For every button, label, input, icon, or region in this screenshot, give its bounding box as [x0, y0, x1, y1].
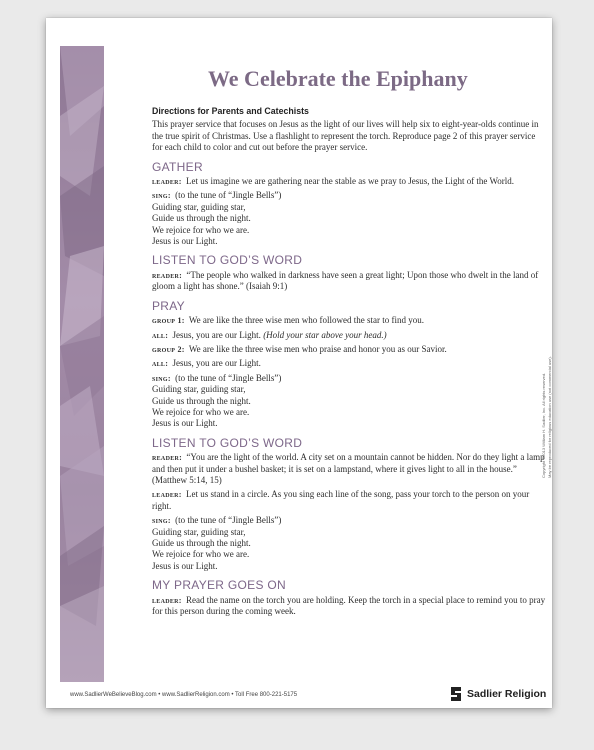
- faceted-pattern: [60, 46, 104, 682]
- prayer-goes-on-text: Read the name on the torch you are holding. Keep the torch in a special place to remind you to pray for this person during the coming week.: [152, 594, 546, 617]
- prayer-service-body: [152, 106, 548, 617]
- all2-text: Jesus, you are our Light.: [172, 358, 261, 369]
- all-label: all:: [152, 330, 169, 340]
- group2-label: group 2:: [152, 344, 185, 354]
- sing-label: sing:: [152, 191, 171, 201]
- listen2-song: [152, 515, 548, 572]
- listen1-reader-line: [152, 270, 548, 293]
- song-line: We rejoice for who we are.: [152, 224, 250, 235]
- song-line: We rejoice for who we are.: [152, 406, 250, 417]
- page-title: We Celebrate the Epiphany: [208, 66, 468, 91]
- all1-text: Jesus, you are our Light.: [172, 329, 261, 340]
- sadlier-logo: [449, 686, 546, 702]
- logo-text: Sadlier Religion: [467, 688, 547, 700]
- group2-line: [152, 344, 548, 355]
- document-page: [46, 18, 552, 708]
- decorative-side-band: [60, 46, 104, 682]
- all2-line: [152, 358, 548, 369]
- leader-label: leader:: [152, 595, 182, 605]
- listen1-reader-text: “The people who walked in darkness have seen a great light; Upon those who dwelt in the land of gloom a light has shone.” (Isaiah 9:1): [152, 269, 539, 292]
- song-line: Guide us through the night.: [152, 213, 251, 224]
- group2-text: We are like the three wise men who praise and honor you as our Savior.: [188, 343, 447, 354]
- reader-label: reader:: [152, 270, 183, 280]
- song-line: We rejoice for who we are.: [152, 549, 250, 560]
- copyright-line: May be reproduced for religious education use (not commercial use).: [547, 356, 552, 478]
- all1-note: (Hold your star above your head.): [263, 329, 387, 340]
- leader-label: leader:: [152, 177, 182, 187]
- sing-note: (to the tune of “Jingle Bells”): [175, 190, 282, 201]
- sing-label: sing:: [152, 516, 171, 526]
- prayer-goes-on-leader-line: [152, 595, 548, 618]
- song-line: Guide us through the night.: [152, 395, 251, 406]
- directions-heading: Directions for Parents and Catechists: [152, 106, 309, 116]
- group1-text: We are like the three wise men who followed the star to find you.: [188, 315, 425, 326]
- listen2-leader-text: Let us stand in a circle. As you sing each line of the song, pass your torch to the person on your right.: [152, 489, 530, 511]
- sadlier-s-icon: [449, 686, 463, 702]
- group1-label: group 1:: [152, 316, 185, 326]
- copyright-notice: [541, 356, 552, 478]
- song-line: Guiding star, guiding star,: [152, 201, 246, 212]
- sing-note: (to the tune of “Jingle Bells”): [175, 515, 282, 526]
- group1-line: [152, 315, 548, 326]
- pray-song: [152, 373, 548, 430]
- sing-note: (to the tune of “Jingle Bells”): [175, 372, 282, 383]
- footer-links: www.SadlierWeBelieveBlog.com • www.SadlierReligion.com • Toll Free 800-221-5175: [70, 692, 298, 698]
- listen-heading: LISTEN TO GOD’S WORD: [152, 253, 303, 268]
- listen2-leader-line: [152, 489, 548, 512]
- all-label: all:: [152, 359, 169, 369]
- listen2-reader-line: [152, 452, 548, 486]
- song-line: Jesus is our Light.: [152, 236, 218, 247]
- song-line: Guide us through the night.: [152, 538, 251, 548]
- gather-leader-text: Let us imagine we are gathering near the stable as we pray to Jesus, the Light of the World.: [186, 176, 515, 187]
- leader-label: leader:: [152, 490, 182, 500]
- pray-heading: PRAY: [152, 298, 185, 313]
- sing-label: sing:: [152, 373, 171, 383]
- song-line: Guiding star, guiding star,: [152, 526, 246, 537]
- listen-heading: LISTEN TO GOD’S WORD: [152, 435, 303, 450]
- song-line: Guiding star, guiding star,: [152, 384, 246, 395]
- gather-song: [152, 190, 548, 247]
- prayer-goes-on-heading: MY PRAYER GOES ON: [152, 578, 287, 593]
- directions-text: This prayer service that focuses on Jesus as the light of our lives will help six to eight-year-olds continue in the true spirit of Christmas. Use a flashlight to represent the torch. Reproduce page 2 of this prayer service for each child to color and cut out before the prayer service.: [152, 119, 539, 153]
- copyright-line: Copyright ©2013 William H. Sadlier, Inc. All rights reserved.: [541, 372, 546, 478]
- song-line: Jesus is our Light.: [152, 560, 218, 571]
- all1-line: [152, 330, 548, 341]
- gather-leader-line: [152, 176, 548, 187]
- reader-label: reader:: [152, 453, 183, 463]
- song-line: Jesus is our Light.: [152, 418, 218, 429]
- listen2-reader-text: “You are the light of the world. A city set on a mountain cannot be hidden. Nor do they light a lamp and then put it under a bushel basket; it is set on a lampstand, where it gives light to all in the house.” (Matthew 5:14, 15): [152, 452, 545, 485]
- gather-heading: GATHER: [152, 159, 203, 174]
